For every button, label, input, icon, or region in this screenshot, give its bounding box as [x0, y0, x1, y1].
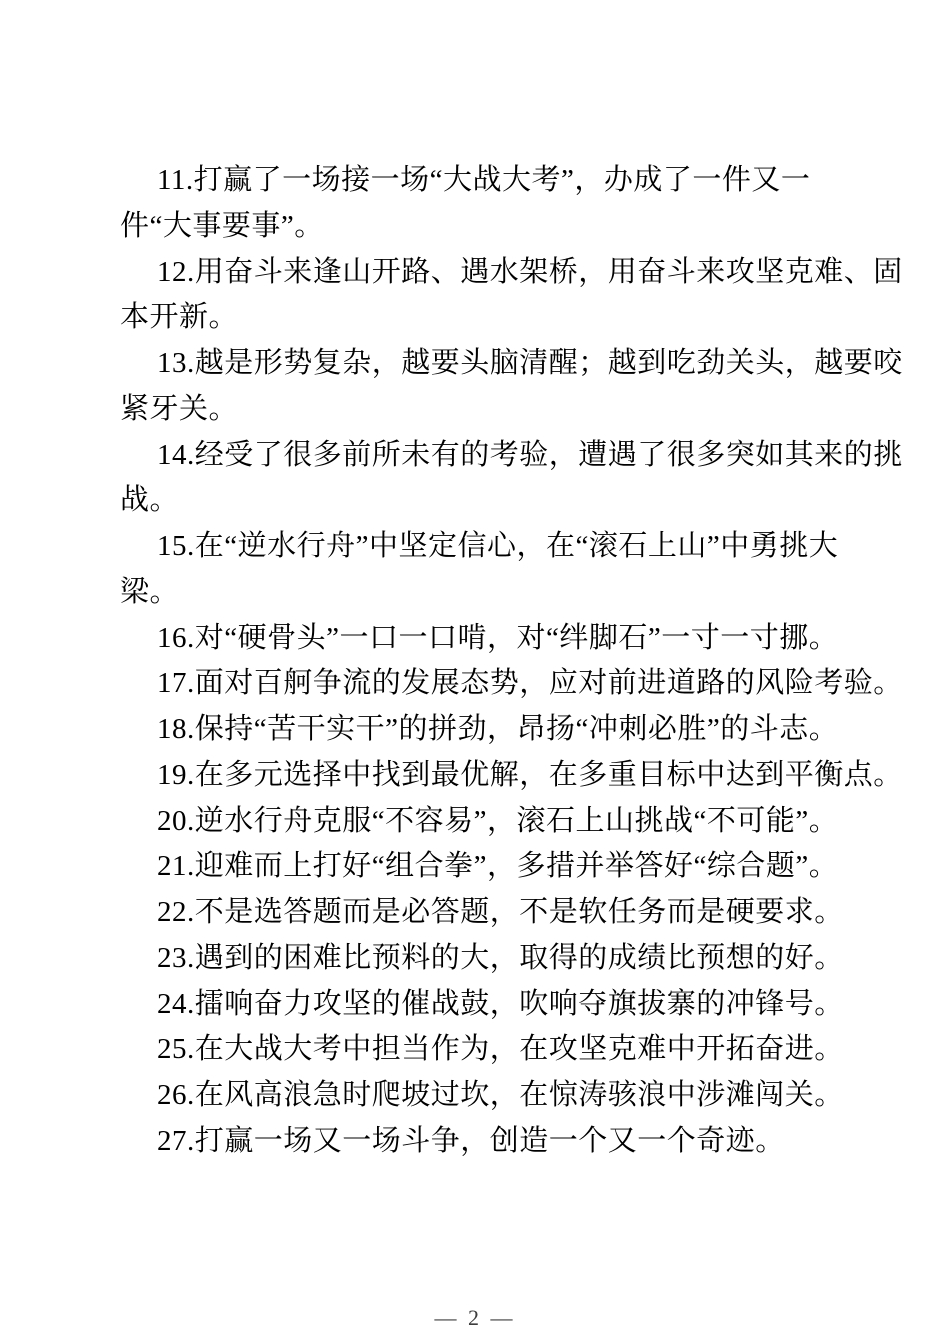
- paragraph-12: [120, 250, 903, 342]
- text-line: 14.经受了很多前所未有的考验，遭遇了很多突如其来的挑: [157, 438, 903, 471]
- paragraph-20: [120, 799, 839, 845]
- page-number: — 2 —: [434, 1305, 516, 1330]
- text-line: 本开新。: [120, 301, 239, 334]
- paragraph-19: [120, 753, 903, 799]
- paragraph-18: [120, 707, 839, 753]
- text-line: 件“大事要事”。: [120, 209, 324, 242]
- paragraph-23: [120, 936, 844, 982]
- text-line: 战。: [120, 484, 180, 517]
- text-line: 16.对“硬骨头”一口一口啃，对“绊脚石”一寸一寸挪。: [157, 621, 839, 654]
- paragraph-16: [120, 616, 839, 662]
- text-line: 13.越是形势复杂，越要头脑清醒；越到吃劲关头，越要咬: [157, 347, 903, 379]
- paragraph-24: [120, 982, 844, 1028]
- paragraph-27: [120, 1119, 812, 1165]
- text-line: 紧牙关。: [120, 392, 239, 425]
- text-line: 26.在风高浪急时爬坡过坎，在惊涛骇浪中涉滩闯关。: [157, 1079, 844, 1111]
- text-line: 20.逆水行舟克服“不容易”，滚石上山挑战“不可能”。: [157, 804, 839, 837]
- text-line: 25.在大战大考中担当作为，在攻坚克难中开拓奋进。: [157, 1033, 844, 1066]
- paragraph-17: [120, 661, 903, 707]
- paragraph-14: [120, 433, 903, 525]
- text-line: 梁。: [120, 575, 180, 608]
- text-line: 11.打赢了一场接一场“大战大考”，办成了一件又一: [157, 164, 811, 196]
- text-line: 12.用奋斗来逢山开路、遇水架桥，用奋斗来攻坚克难、固: [157, 255, 903, 288]
- text-line: 22.不是选答题而是必答题，不是软任务而是硬要求。: [157, 896, 844, 928]
- text-line: 21.迎难而上打好“组合拳”，多措并举答好“综合题”。: [157, 850, 839, 883]
- paragraph-11: [120, 158, 812, 250]
- document-body: [120, 158, 903, 1165]
- paragraph-21: [120, 844, 839, 890]
- text-line: 17.面对百舸争流的发展态势，应对前进道路的风险考验。: [157, 667, 903, 700]
- text-line: 27.打赢一场又一场斗争，创造一个又一个奇迹。: [157, 1124, 785, 1157]
- text-line: 18.保持“苦干实干”的拼劲，昂扬“冲刺必胜”的斗志。: [157, 713, 839, 745]
- paragraph-26: [120, 1073, 844, 1119]
- text-line: 24.擂响奋力攻坚的催战鼓，吹响夺旗拔寨的冲锋号。: [157, 987, 844, 1020]
- paragraph-13: [120, 341, 903, 433]
- paragraph-25: [120, 1027, 844, 1073]
- text-line: 19.在多元选择中找到最优解，在多重目标中达到平衡点。: [157, 758, 903, 791]
- text-line: 23.遇到的困难比预料的大，取得的成绩比预想的好。: [157, 941, 844, 974]
- text-line: 15.在“逆水行舟”中坚定信心，在“滚石上山”中勇挑大: [157, 530, 839, 562]
- paragraph-15: [120, 524, 839, 616]
- paragraph-22: [120, 890, 844, 936]
